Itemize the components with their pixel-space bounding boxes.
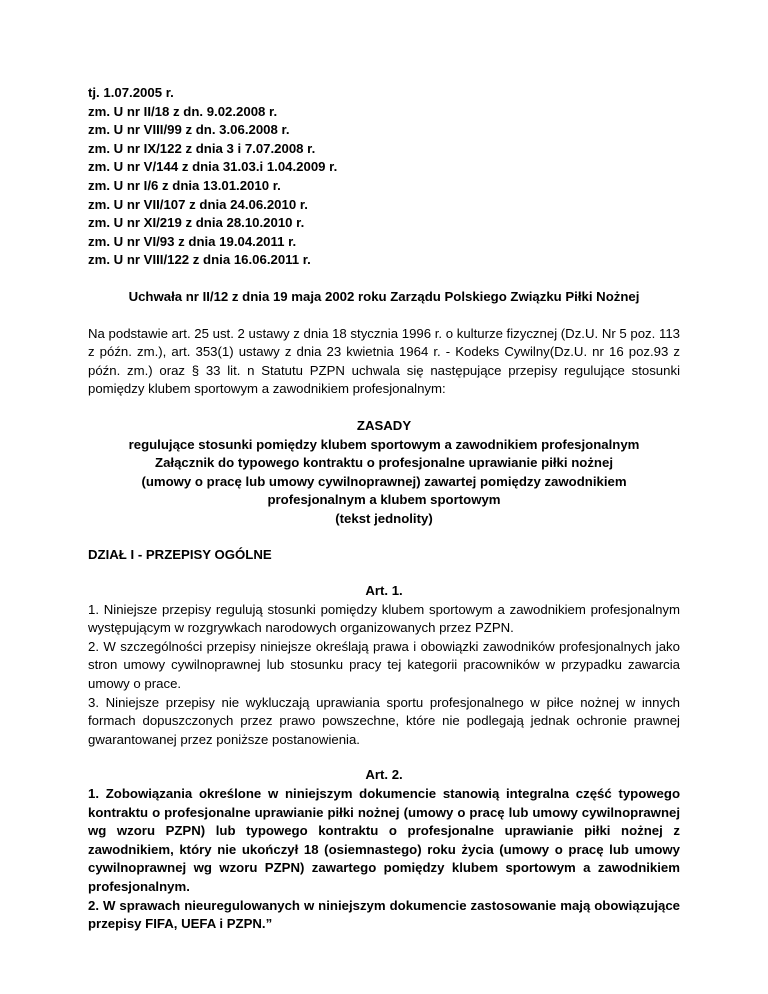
article-2	[88, 766, 680, 933]
article-title: Art. 2.	[365, 767, 403, 783]
amendment-line: zm. U nr V/144 z dnia 31.03.i 1.04.2009 r.	[88, 159, 338, 175]
document-page	[88, 84, 680, 934]
amendment-line: zm. U nr XI/219 z dnia 28.10.2010 r.	[88, 215, 305, 231]
rules-heading-line: Załącznik do typowego kontraktu o profesjonalne uprawianie piłki nożnej	[155, 455, 613, 471]
rules-heading-line: (tekst jednolity)	[335, 510, 433, 526]
rules-heading	[88, 417, 680, 529]
rules-heading-line: profesjonalnym a klubem sportowym	[267, 492, 501, 508]
rules-heading-line: (umowy o pracę lub umowy cywilnoprawnej) zawartej pomiędzy zawodnikiem	[141, 473, 627, 489]
amendment-line: zm. U nr I/6 z dnia 13.01.2010 r.	[88, 177, 281, 193]
amendment-line: zm. U nr VIII/122 z dnia 16.06.2011 r.	[88, 252, 311, 268]
article-1	[88, 582, 680, 749]
article-paragraph: 1. Zobowiązania określone w niniejszym dokumencie stanowią integralna część typowego kontraktu o profesjonalne uprawianie piłki nożnej (umowy o pracę lub umowy cywilnoprawnej wg wzoru PZPN) lub typowego kontraktu o profesjonalne uprawianie piłki nożnej z zawodnikiem, który nie ukończył 18 (osiemnastego) roku życia (umowy o pracę lub umowy cywilnoprawnej wg wzoru PZPN) zawartego pomiędzy klubem sportowym a zawodnikiem profesjonalnym.	[88, 786, 680, 894]
amendment-line: zm. U nr VII/107 z dnia 24.06.2010 r.	[88, 196, 308, 212]
preamble: Na podstawie art. 25 ust. 2 ustawy z dnia 18 stycznia 1996 r. o kulturze fizycznej (Dz.U. Nr 5 poz. 113 z późn. zm.), art. 353(1) ustawy z dnia 23 kwietnia 1964 r. - Kodeks Cywilny(Dz.U. nr 16 poz.93 z późn. zm.) oraz § 33 lit. n Statutu PZPN uchwala się następujące przepisy regulujące stosunki pomiędzy klubem sportowym a zawodnikiem profesjonalnym:	[88, 325, 681, 397]
article-title: Art. 1.	[365, 583, 403, 599]
resolution-title: Uchwała nr II/12 z dnia 19 maja 2002 roku Zarządu Polskiego Związku Piłki Nożnej	[128, 288, 640, 304]
amendment-line: zm. U nr II/18 z dn. 9.02.2008 r.	[88, 103, 278, 119]
article-paragraph: 1. Niniejsze przepisy regulują stosunki pomiędzy klubem sportowym a zawodnikiem profesjonalnym występującym w rozgrywkach narodowych organizowanych przez PZPN.	[88, 601, 680, 636]
rules-heading-title: ZASADY	[356, 417, 412, 433]
rules-heading-line: regulujące stosunki pomiędzy klubem sportowym a zawodnikiem profesjonalnym	[128, 436, 640, 452]
section-title: DZIAŁ I - PRZEPISY OGÓLNE	[88, 547, 272, 563]
amendment-line: tj. 1.07.2005 r.	[88, 85, 174, 100]
amendment-line: zm. U nr IX/122 z dnia 3 i 7.07.2008 r.	[88, 140, 316, 156]
amendment-line: zm. U nr VIII/99 z dn. 3.06.2008 r.	[88, 122, 290, 138]
amendment-line: zm. U nr VI/93 z dnia 19.04.2011 r.	[88, 233, 297, 249]
article-paragraph: 2. W sprawach nieuregulowanych w niniejszym dokumencie zastosowanie mają obowiązujące przepisy FIFA, UEFA i PZPN.”	[88, 897, 680, 932]
amendment-list	[88, 84, 680, 270]
article-paragraph: 3. Niniejsze przepisy nie wykluczają uprawiania sportu profesjonalnego w piłce nożnej w innych formach dopuszczonych przez prawo powszechne, które nie podlegają jednak ochronie prawnej gwarantowanej przez poniższe postanowienia.	[88, 694, 680, 747]
article-paragraph: 2. W szczególności przepisy niniejsze określają prawa i obowiązki zawodników profesjonalnych jako stron umowy cywilnoprawnej lub stosunku pracy tej kategorii pracowników w przypadku zawarcia umowy o prace.	[88, 638, 680, 692]
